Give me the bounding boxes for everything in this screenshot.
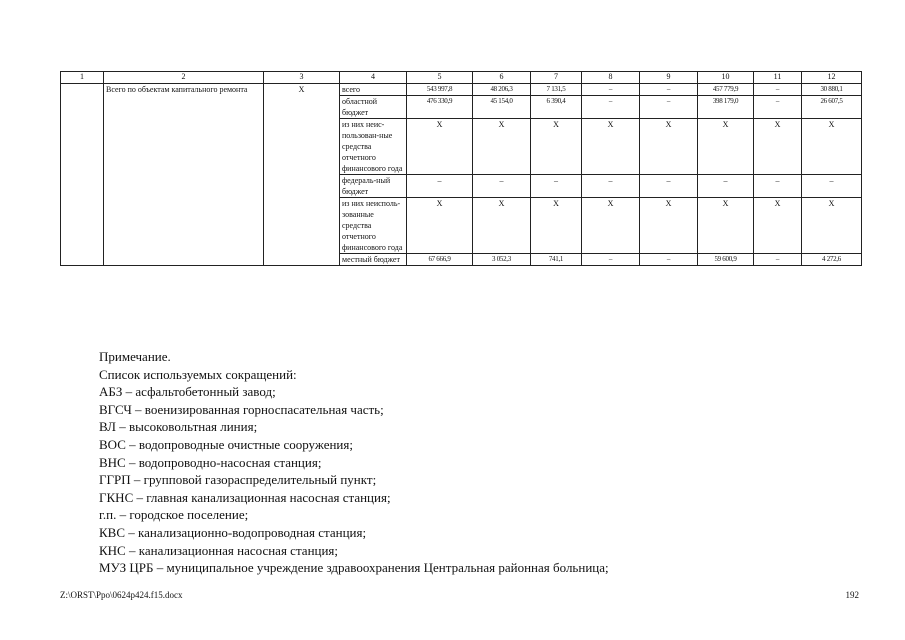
- value-cell: Х: [802, 198, 862, 254]
- funding-source-cell: из них неис-пользован-ные средства отчетного финансового года: [340, 119, 407, 175]
- value-cell: Х: [802, 119, 862, 175]
- abbreviation-line: АБЗ – асфальтобетонный завод;: [99, 384, 276, 400]
- value-cell: –: [582, 254, 640, 266]
- value-cell: –: [407, 175, 473, 198]
- header-cell: 12: [802, 72, 862, 84]
- header-cell: 1: [61, 72, 104, 84]
- value-cell: 543 997,8: [407, 84, 473, 96]
- value-cell: Х: [640, 119, 698, 175]
- value-cell: Х: [582, 119, 640, 175]
- page-number: 192: [845, 590, 859, 600]
- value-cell: 741,1: [531, 254, 582, 266]
- value-cell: 398 179,0: [698, 96, 754, 119]
- value-cell: Х: [407, 119, 473, 175]
- abbreviation-line: ВГСЧ – военизированная горноспасательная часть;: [99, 401, 384, 417]
- value-cell: 59 600,9: [698, 254, 754, 266]
- header-cell: 11: [754, 72, 802, 84]
- abbreviation-line: ВОС – водопроводные очистные сооружения;: [99, 436, 353, 452]
- value-cell: 7 131,5: [531, 84, 582, 96]
- header-cell: 7: [531, 72, 582, 84]
- value-cell: –: [473, 175, 531, 198]
- value-cell: 4 272,6: [802, 254, 862, 266]
- value-cell: –: [531, 175, 582, 198]
- budget-table: [60, 71, 862, 266]
- value-cell: Х: [531, 198, 582, 254]
- value-cell: 30 880,1: [802, 84, 862, 96]
- value-cell: –: [640, 254, 698, 266]
- abbreviation-line: ВЛ – высоковольтная линия;: [99, 419, 258, 435]
- funding-source-cell: федераль-ный бюджет: [340, 175, 407, 198]
- value-cell: –: [698, 175, 754, 198]
- value-cell: Х: [640, 198, 698, 254]
- header-cell: 9: [640, 72, 698, 84]
- value-cell: –: [754, 175, 802, 198]
- abbreviation-line: КВС – канализационно-водопроводная станция;: [99, 524, 367, 540]
- value-cell: 457 779,9: [698, 84, 754, 96]
- table-header-row: [61, 72, 862, 84]
- header-cell: 3: [264, 72, 340, 84]
- header-cell: 10: [698, 72, 754, 84]
- value-cell: 48 206,3: [473, 84, 531, 96]
- abbreviation-line: ГГРП – групповой газораспределительный пункт;: [99, 472, 377, 488]
- value-cell: –: [582, 96, 640, 119]
- value-cell: –: [582, 175, 640, 198]
- row-number-cell: [61, 84, 104, 266]
- value-cell: –: [754, 96, 802, 119]
- funding-source-cell: местный бюджет: [340, 254, 407, 266]
- table-row: [61, 84, 862, 96]
- funding-source-cell: из них неисполь-зованные средства отчетного финансового года: [340, 198, 407, 254]
- value-cell: 476 330,9: [407, 96, 473, 119]
- abbreviations-heading: Список используемых сокращений:: [99, 366, 297, 382]
- value-cell: Х: [698, 198, 754, 254]
- abbreviation-line: ГКНС – главная канализационная насосная станция;: [99, 489, 391, 505]
- value-cell: Х: [473, 119, 531, 175]
- notes-section: [99, 348, 859, 577]
- value-cell: –: [582, 84, 640, 96]
- header-cell: 4: [340, 72, 407, 84]
- header-cell: 5: [407, 72, 473, 84]
- header-cell: 2: [104, 72, 264, 84]
- object-title-cell: Всего по объектам капитального ремонта: [104, 84, 264, 266]
- value-cell: –: [754, 254, 802, 266]
- note-heading: Примечание.: [99, 349, 171, 364]
- value-cell: Х: [407, 198, 473, 254]
- value-cell: –: [754, 84, 802, 96]
- value-cell: 67 666,9: [407, 254, 473, 266]
- value-cell: –: [640, 175, 698, 198]
- value-cell: –: [802, 175, 862, 198]
- value-cell: Х: [754, 119, 802, 175]
- value-cell: Х: [531, 119, 582, 175]
- abbreviation-line: ВНС – водопроводно-насосная станция;: [99, 454, 322, 470]
- value-cell: 3 052,3: [473, 254, 531, 266]
- value-cell: 26 607,5: [802, 96, 862, 119]
- value-cell: –: [640, 96, 698, 119]
- funding-source-cell: всего: [340, 84, 407, 96]
- column-3-cell: Х: [264, 84, 340, 266]
- abbreviation-line: г.п. – городское поселение;: [99, 507, 249, 523]
- value-cell: 45 154,0: [473, 96, 531, 119]
- value-cell: Х: [582, 198, 640, 254]
- value-cell: –: [640, 84, 698, 96]
- header-cell: 8: [582, 72, 640, 84]
- header-cell: 6: [473, 72, 531, 84]
- value-cell: Х: [473, 198, 531, 254]
- funding-source-cell: областной бюджет: [340, 96, 407, 119]
- abbreviation-line: КНС – канализационная насосная станция;: [99, 542, 339, 558]
- value-cell: Х: [754, 198, 802, 254]
- abbreviation-line: МУЗ ЦРБ – муниципальное учреждение здравоохранения Центральная районная больница;: [99, 560, 609, 576]
- value-cell: 6 390,4: [531, 96, 582, 119]
- value-cell: Х: [698, 119, 754, 175]
- footer-file-path: Z:\ORST\Ppo\0624p424.f15.docx: [60, 590, 183, 600]
